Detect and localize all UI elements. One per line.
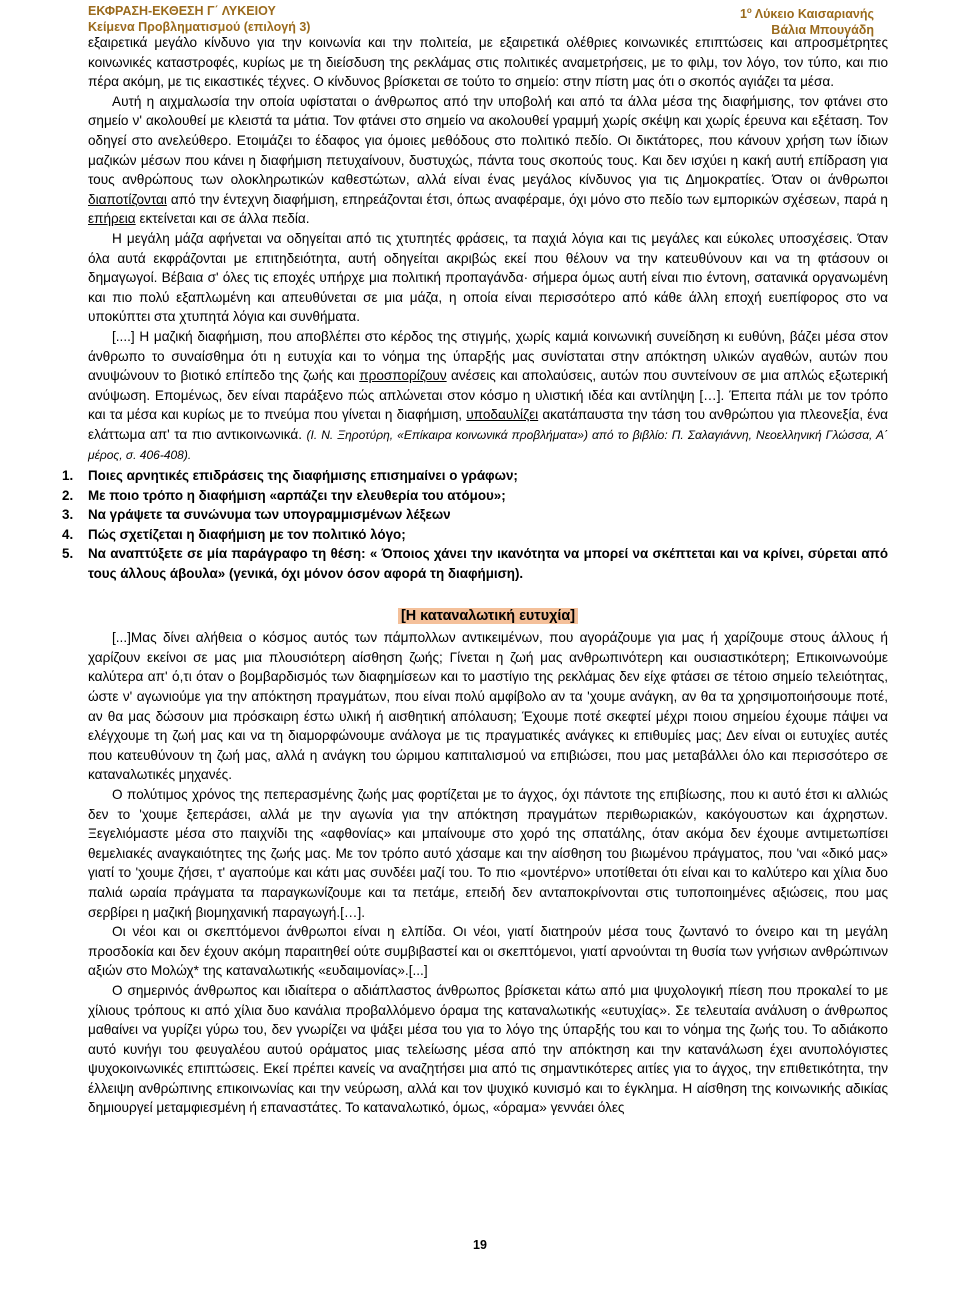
header-school: $1^o$ Λύκειο Καισαριανής: [739, 6, 874, 22]
question-item: 1. Ποιες αρνητικές επιδράσεις της διαφήμισης επισημαίνει ο γράφων;: [62, 468, 518, 484]
question-item: 5. Να αναπτύξετε σε μία παράγραφο τη θέση: « Όποιος χάνει την ικανότητα να μπορεί να σκέπτεται και να κρίνει, σύρεται από τους άλλους άβουλα» (γενικά, όχι μόνον όσον αφορά τη διαφήμιση).: [62, 546, 888, 582]
text1-paragraph-4: [....] Η μαζική διαφήμιση, που αποβλέπει στο κέρδος της στιγμής, χωρίς καμιά κοινωνική συνείδηση κι ευθύνη, βάζει μέσα στον άνθρωπο το συναίσθημα ότι η ευτυχία και το νόημα της ύπαρξής μας συνίσταται στην απόκτηση υλικών αγαθών, αυτών που ανυψώνουν το βιοτικό επίπεδο της ζωής και προσπορίζουν ανέσεις και απολαύσεις, αυτών που συντείνουν σε μια απλώς εξωτερική ανύψωση. Επομένως, δεν είναι παράξενο πώς απλώνεται στον κόσμο η υλιστική ιδέα και αντίληψη […]. Έπειτα πάλι με τον τρόπο και τα μέσα και κυρίως με το πνεύμα που γίνεται η διαφήμιση, υποδαυλίζει ακατάπαυστα την τάση του ανθρώπου για πλεονεξία, ένα ελάττωμα απ' τα πιο αντικοινωνικά. (Ι. Ν. Ξηροτύρη, «Επίκαιρα κοινωνικά προβλήματα») από το βιβλίο: Π. Σαλαγιάννη, Νεοελληνική Γλώσσα, Α΄ μέρος, σ. 406-408).: [88, 328, 889, 463]
page-number: 19: [473, 1238, 487, 1252]
question-item: 4. Πώς σχετίζεται η διαφήμιση με τον πολιτικό λόγο;: [62, 526, 406, 542]
underlined-word: υποδαυλίζει: [466, 407, 539, 423]
text1-paragraph-1: εξαιρετικά μεγάλο κίνδυνο για την κοινωνία και την πολιτεία, με εξαιρετικά ολέθριες κοινωνικές επιπτώσεις και απροσμέτρητες κοινωνικές καταστροφές, κυρίως με τη διείσδυση της ρεκλάμας στις πολιτικές αναμετρήσεις, με το φιλμ, τον λόγο, τον τύπο, και πιο πέρα ακόμη, με τις εικαστικές τέχνες. Ο κίνδυνος βρίσκεται σε τούτο το σημείο: στην πίστη μας ότι ο σκοπός αγιάζει τα μέσα.: [88, 35, 888, 90]
text2-paragraph-3: Οι νέοι και οι σκεπτόμενοι άνθρωποι είναι η ελπίδα. Οι νέοι, γιατί διατηρούν μέσα τους ζωντανό το όνειρο και τη μεγάλη προσδοκία και δεν έχουν ακόμη παραιτηθεί ούτε συμβιβαστεί και οι σκεπτόμενοι, γιατί αρνούνται τη θυσία των γνήσιων ανθρώπινων αξιών στο Μολώχ* της καταναλωτικής «ευδαιμονίας».[...]: [88, 924, 888, 979]
main-content: [62, 33, 889, 1118]
text1-paragraph-2: Αυτή η αιχμαλωσία την οποία υφίσταται ο άνθρωπος από την υποβολή και από τα άλλα μέσα της διαφήμισης, τον φτάνει στο σημείο ν' ακολουθεί με κλειστά τα μάτια. Τον φτάνει στο σημείο να ακολουθεί γραμμή χωρίς σκέψη και χωρίς έρευνα και εξέταση. Τον οδηγεί στο ανελεύθερο. Ετοιμάζει το έδαφος για όμοιες μεθόδους στο πολιτικό πεδίο. Οι δικτάτορες, που κάνουν χρήση των ίδιων μαζικών μέσων που κάνει η διαφήμιση πετυχαίνουν, δυστυχώς, πάντα τους σκοπούς τους. Και δεν ισχύει η κακή αυτή επίδραση για τους ανθρώπους των ολοκληρωτικών καθεστώτων, αλλά είναι ένας μεγάλος κίνδυνος για τις Δημοκρατίες. Όταν οι άνθρωποι διαποτίζονται από την έντεχνη διαφήμιση, επηρεάζονται έτσι, όπως αναφέραμε, όχι μόνο στο πεδίο των εμπορικών σχέσεων, παρά η επήρεια εκτείνεται και σε άλλα πεδία.: [88, 93, 888, 227]
underlined-word: επήρεια: [88, 211, 136, 227]
questions-list: [62, 466, 888, 584]
header-subtitle: Κείμενα Προβληματισμού (επιλογή 3): [88, 20, 311, 34]
question-item: 2. Με ποιο τρόπο η διαφήμιση «αρπάζει την ελευθερία του ατόμου»;: [62, 487, 506, 503]
header-course-title: ΕΚΦΡΑΣΗ-ΕΚΘΕΣΗ Γ΄ ΛΥΚΕΙΟΥ: [88, 4, 276, 18]
header-author: Βάλια Μπουγάδη: [771, 23, 874, 38]
text2-title: [Η καταναλωτική ευτυχία]: [88, 606, 888, 627]
text2-paragraph-2: Ο πολύτιμος χρόνος της πεπερασμένης ζωής μας φορτίζεται με το άγχος, όχι πάντοτε της επιβίωσης, που κι αυτό έτσι κι αλλιώς δεν το 'χουμε ξεπεράσει, αλλά με την αγωνία για την απόκτηση πραγμάτων περιθωριακών, κακόγουστων και άχρηστων. Ξεγελιόμαστε μέσα στο παιχνίδι της «αφθονίας» και μπαίνουμε στο χορό της σπατάλης, όταν ακόμα δεν έχουμε αντιμετωπίσει θεμελιακές αναγκαιότητες της ζωής μας. Με τον τρόπο αυτό χάσαμε και την αίσθηση του βιωμένου πράγματος, που 'ναι «δικό μας» γιατί το 'χουμε ζήσει, τ' αγαπούμε και κάτι μας συνδέει μαζί του. Το πιο «μοντέρνο» υποτίθεται ότι είναι και το καλύτερο και χίλια δυο παλιά ωραία πράγματα τα παραγκωνίζουμε και τα πετάμε, επειδή δεν ανταποκρίνονται στις τυποποιημένες αξιώσεις, που μας σερβίρει η μαζική βιομηχανική παραγωγή.[…].: [88, 786, 888, 920]
question-item: 3. Να γράψετε τα συνώνυμα των υπογραμμισμένων λέξεων: [62, 507, 451, 523]
header-left: [88, 3, 310, 35]
underlined-word: διαποτίζονται: [88, 191, 167, 207]
underlined-word: προσπορίζουν: [359, 368, 447, 384]
text2-paragraph-4: Ο σημερινός άνθρωπος και ιδιαίτερα ο αδιάπλαστος άνθρωπος βρίσκεται κάτω από μια ψυχολογική πίεση που προκαλεί το με χίλιους τρόπους κι από χίλια δυο κανάλια προβαλλόμενο όραμα της καταναλωτικής «ευτυχίας». Σε τελευταία ανάλυση ο άνθρωπος μαθαίνει να γυρίζει γύρω του, δεν γνωρίζει να ψάξει μέσα του για το λόγο της ύπαρξής του και το νόημα της ζωής του. Το αδιάκοπο αυτό κυνήγι του φευγαλέου αυτού οράματος μιας τελείωσης μέσα από την απόκτηση και την κατανάλωση έχει ανυπολόγιστες ψυχοκοινωνικές επιπτώσεις. Εκεί πρέπει κανείς να αναζητήσει μια από τις σημαντικότερες αιτίες για το άγχος, την επιθετικότητα, την έλλειψη ανθρώπινης επικοινωνίας και την νεύρωση, αλλά και τον ψυχικό κυνισμό και το έγκλημα. Η αίσθηση της κοινωνικής αδικίας δημιουργεί μεταμφιεσμένη ή επαναστάτες. Το καταναλωτικό, όμως, «όραμα» γεννάει όλες: [88, 982, 888, 1116]
text2-paragraph-1: [...]Μας δίνει αλήθεια ο κόσμος αυτός των πάμπολλων αντικειμένων, που αγοράζουμε για μας ή χαρίζουμε στους άλλους ή χαρίζουν εκείνοι σε μας μια πλουσιότερη αίσθηση ζωής; Γίνεται η ζωή μας ανθρωπινότερη και ουσιαστικότερη; Επικοινωνούμε καλύτερα απ' ό,τι όταν ο βομβαρδισμός των διαφημίσεων και το μαστίγιο της ρεκλάμας δεν είχε φτάσει σε τέτοιο σημείο τελειότητας, ώστε ν' αγωνιούμε για την απόκτηση πραγμάτων, που είναι πολύ αμφίβολο αν τα 'χουμε ανάγκη, αν θα τα χρησιμοποιήσουμε ποτέ, αν θα μας δώσουν μια πρόσκαιρη έστω υλική ή αισθητική απόλαυση; Έχουμε ποτέ σκεφτεί μέχρι ποιου σημείου έχουμε πάψει να ελέγχουμε τη ζωή μας και να τη διαμορφώνουμε ανάλογα με τις πραγματικές ανάγκες κι επιθυμίες μας; Δεν είναι οι ευτυχίες αυτές που κατευθύνουν τη ζωή μας, αλλά η ανάγκη του ώριμου καπιταλισμού να επιβιώσει, που μας μεταβάλλει όλο και περισσότερο σε καταναλωτικές μηχανές.: [88, 630, 888, 783]
citation: (Ι. Ν. Ξηροτύρη, «Επίκαιρα κοινωνικά προβλήματα») από το βιβλίο: Π. Σαλαγιάννη, Νεοελληνική Γλώσσα, Α΄ μέρος, σ. 406-408).: [88, 427, 888, 463]
text1-paragraph-3: Η μεγάλη μάζα αφήνεται να οδηγείται από τις χτυπητές φράσεις, τα παχιά λόγια και τις μεγάλες και εύκολες υποσχέσεις. Όταν όλα αυτά εκφράζονται με επιτηδειότητα, αυτή οδηγείται ακριβώς εκεί που θέλουν να την κατευθύνουν και να τη φτάσουν οι δημαγωγοί. Βέβαια σ' όλες τις εποχές υπήρχε μια πολιτική προπαγάνδα· σήμερα όμως αυτή είναι πιο έντονη, σατανικά οργανωμένη και πιο πολύ εξαπλωμένη και απευθύνεται σε μια μάζα, η οποία είναι περισσότερο από κάθε άλλη εποχή ευεπίφορος στο να υποκύπτει στα χτυπητά λόγια και συνθήματα.: [88, 230, 888, 325]
